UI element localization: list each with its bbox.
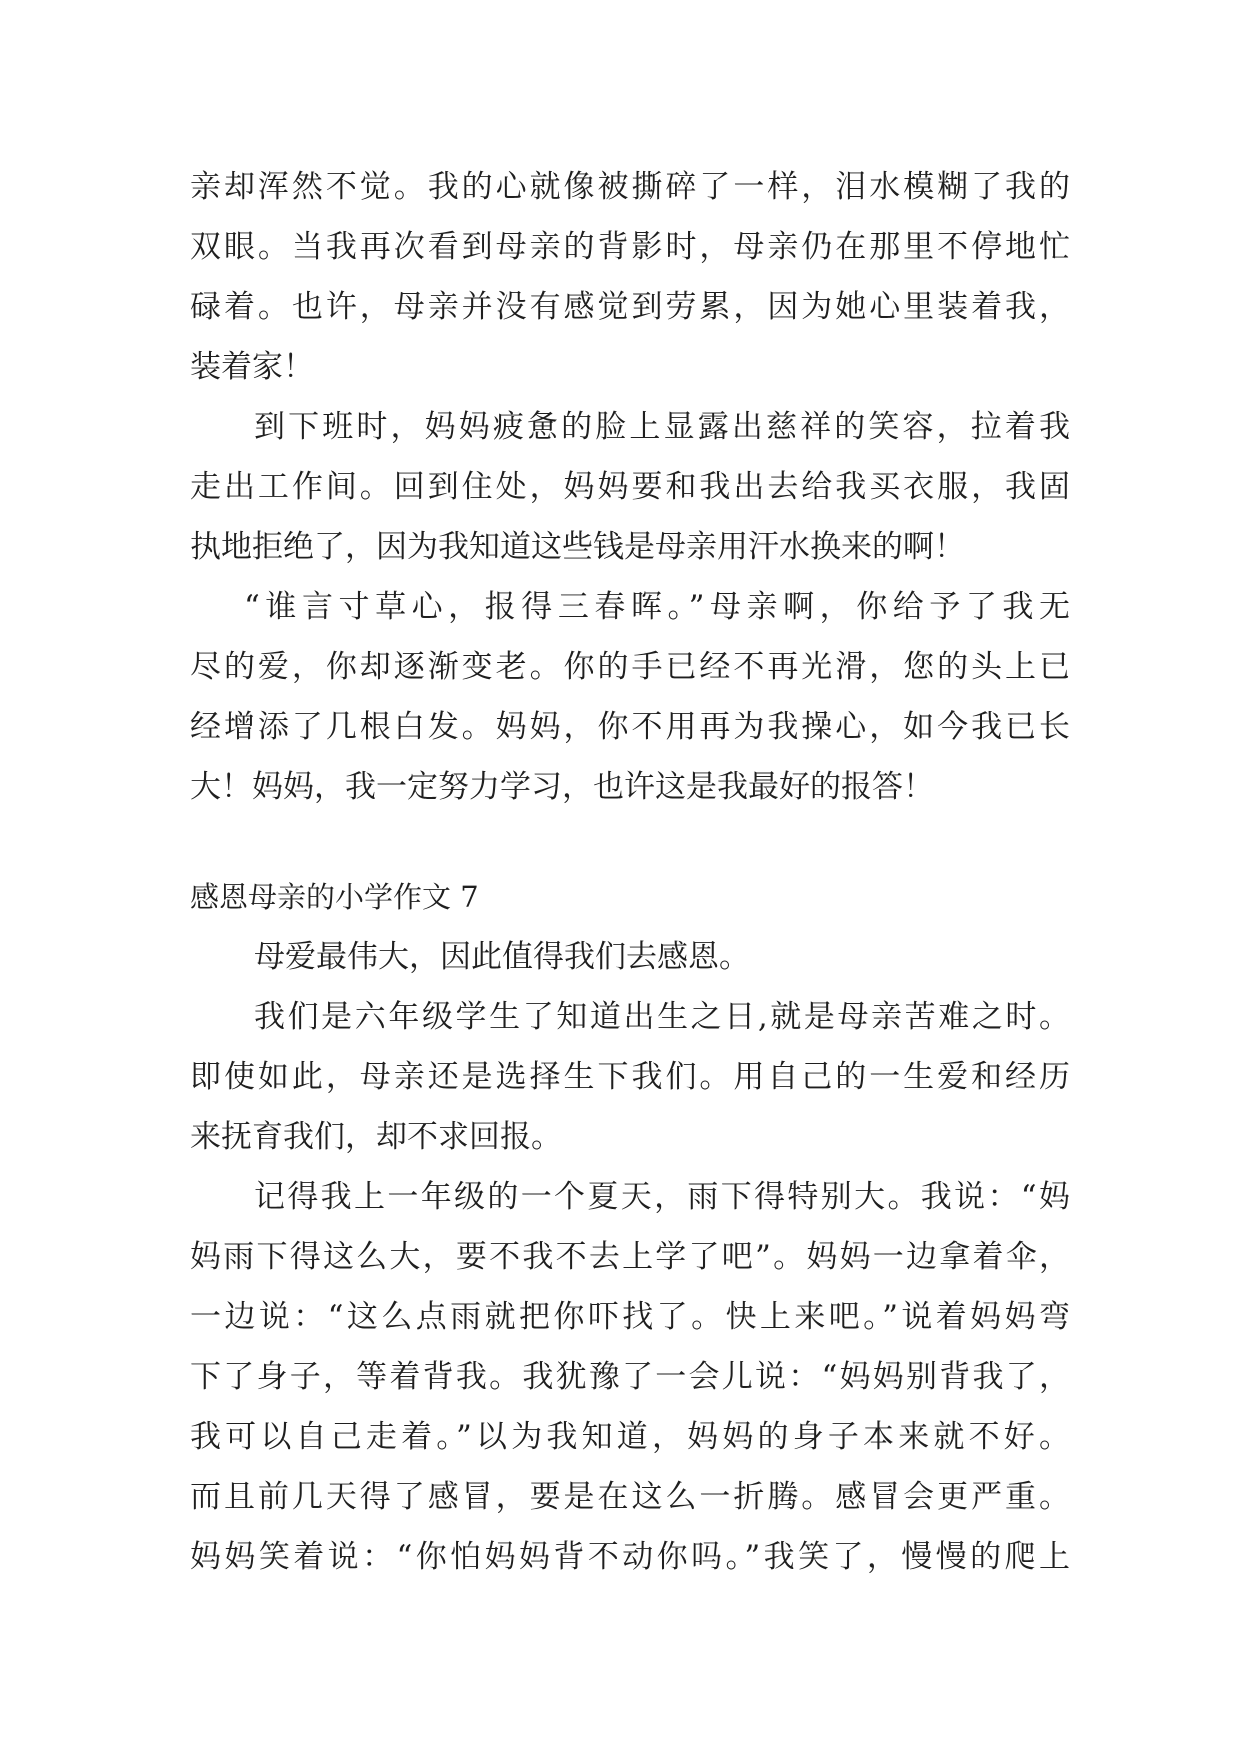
paragraph-line: 妈妈笑着说：“你怕妈妈背不动你吗。”我笑了，慢慢的爬上 [190,1539,1070,1575]
paragraph-line: 执地拒绝了，因为我知道这些钱是母亲用汗水换来的啊！ [190,529,965,565]
paragraph-line: 尽的爱，你却逐渐变老。你的手已经不再光滑，您的头上已 [190,649,1070,685]
paragraph-line: 装着家！ [190,349,314,385]
paragraph-line: “谁言寸草心，报得三春晖。”母亲啊，你给予了我无 [244,589,1070,625]
paragraph-line: 即使如此，母亲还是选择生下我们。用自己的一生爱和经历 [190,1059,1070,1095]
paragraph-line: 记得我上一年级的一个夏天，雨下得特别大。我说：“妈 [254,1179,1070,1215]
paragraph-line: 我可以自己走着。”以为我知道，妈妈的身子本来就不好。 [190,1419,1070,1455]
paragraph-line: 一边说：“这么点雨就把你吓找了。快上来吧。”说着妈妈弯 [190,1299,1070,1335]
section-heading: 感恩母亲的小学作文 7 [190,880,479,914]
paragraph-line: 到下班时，妈妈疲惫的脸上显露出慈祥的笑容，拉着我 [254,409,1070,445]
paragraph-line: 碌着。也许，母亲并没有感觉到劳累，因为她心里装着我， [190,289,1070,325]
paragraph-line: 我们是六年级学生了知道出生之日,就是母亲苦难之时。 [254,999,1070,1035]
paragraph-line: 双眼。当我再次看到母亲的背影时，母亲仍在那里不停地忙 [190,229,1070,265]
paragraph-line: 而且前几天得了感冒，要是在这么一折腾。感冒会更严重。 [190,1479,1070,1515]
paragraph-line: 走出工作间。回到住处，妈妈要和我出去给我买衣服，我固 [190,469,1070,505]
paragraph-line: 妈雨下得这么大，要不我不去上学了吧”。妈妈一边拿着伞， [190,1239,1070,1275]
paragraph-line: 亲却浑然不觉。我的心就像被撕碎了一样，泪水模糊了我的 [190,169,1070,205]
paragraph-line: 下了身子，等着背我。我犹豫了一会儿说：“妈妈别背我了， [190,1359,1070,1395]
paragraph-line: 来抚育我们，却不求回报。 [190,1119,562,1155]
paragraph-line: 母爱最伟大，因此值得我们去感恩。 [254,939,750,975]
paragraph-line: 经增添了几根白发。妈妈，你不用再为我操心，如今我已长 [190,709,1070,745]
paragraph-line: 大！妈妈，我一定努力学习，也许这是我最好的报答！ [190,769,934,805]
